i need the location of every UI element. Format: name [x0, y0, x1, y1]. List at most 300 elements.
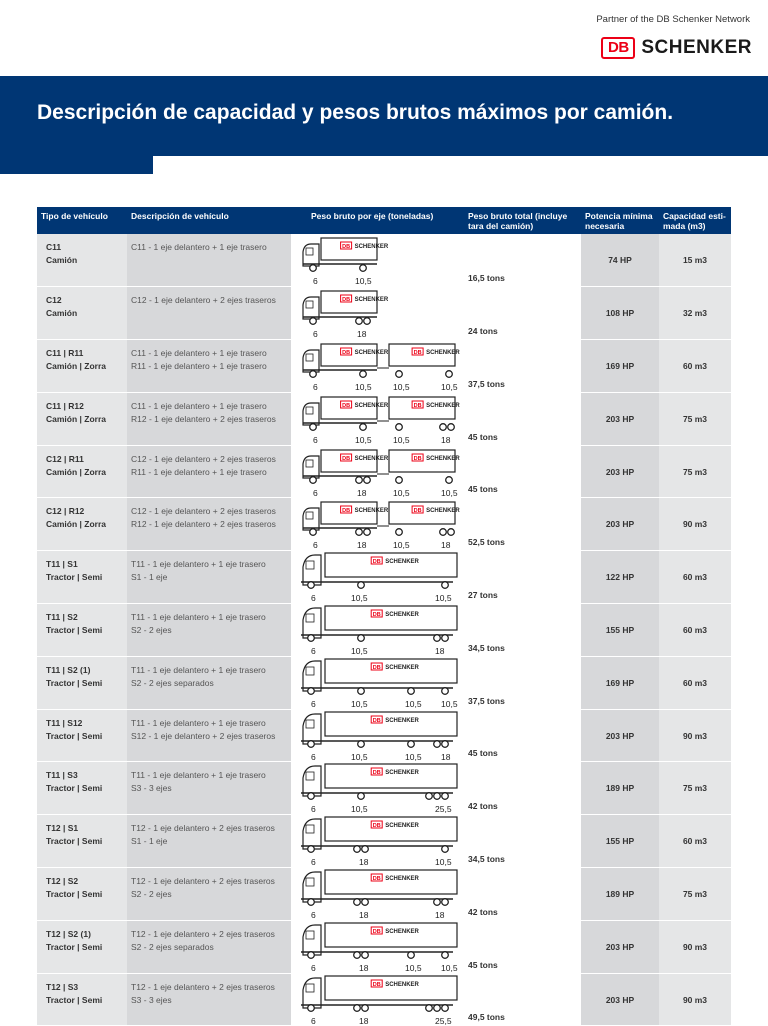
axle-weight-label: 18 — [441, 540, 451, 551]
vehicle-icon — [293, 764, 461, 804]
axle-weight-label: 18 — [441, 434, 451, 445]
axle-weight-label: 6 — [311, 1015, 316, 1026]
table-row — [37, 604, 731, 657]
axle-weight-label: 6 — [311, 910, 316, 921]
axle-weight-label: 10,5 — [435, 857, 452, 868]
gross-weight-cell: 24 tons — [464, 287, 581, 340]
tractor-cab-icon — [303, 925, 321, 955]
trailer-logo-text: SCHENKER — [385, 612, 419, 619]
vehicle-icon — [293, 870, 461, 910]
cargo-box — [325, 553, 457, 577]
capacity-cell: 15 m3 — [659, 234, 731, 287]
trailer-logo-db: DB — [413, 402, 422, 409]
col-peso-total: Peso bruto total (incluye tara del camión) — [464, 207, 581, 234]
vehicle-class: Tractor | Semi — [46, 889, 103, 900]
trailer-logo-db: DB — [413, 455, 422, 462]
trailer-logo-text: SCHENKER — [385, 981, 419, 988]
vehicle-type-cell — [37, 868, 127, 921]
description-line: S12 - 1 eje delantero + 2 ejes traseros — [131, 730, 276, 741]
axle-weight-cell — [291, 762, 464, 815]
axle-weight-label: 6 — [313, 329, 318, 340]
gross-weight-cell: 45 tons — [464, 392, 581, 445]
trailer-logo-text: SCHENKER — [354, 455, 389, 462]
tractor-cab-icon — [303, 714, 321, 744]
table-row — [37, 656, 731, 709]
cargo-box — [325, 712, 457, 736]
axle-weight-label: 10,5 — [441, 962, 458, 973]
trailer-logo-db: DB — [372, 664, 381, 671]
power-cell: 122 HP — [581, 551, 659, 604]
trailer-logo-text: SCHENKER — [385, 664, 419, 671]
vehicle-icon — [293, 448, 461, 488]
trailer-logo-text: SCHENKER — [354, 402, 389, 409]
vehicle-code: T11 | S2 — [46, 612, 78, 623]
axle-weight-label: 6 — [313, 276, 318, 286]
power-cell: 203 HP — [581, 392, 659, 445]
vehicle-icon — [293, 236, 461, 276]
vehicle-code: C12 | R12 — [46, 506, 85, 517]
power-cell: 169 HP — [581, 656, 659, 709]
power-cell: 189 HP — [581, 868, 659, 921]
description-line: T11 - 1 eje delantero + 1 eje trasero — [131, 559, 266, 570]
col-potencia: Potencia mínima necesaria — [581, 207, 659, 234]
axle-weight-label: 18 — [359, 962, 369, 973]
wheel-icon — [308, 846, 315, 853]
table-row — [37, 920, 731, 973]
description-line: T11 - 1 eje delantero + 1 eje trasero — [131, 717, 266, 728]
vehicle-icon — [293, 553, 461, 593]
axle-weight-cell — [291, 498, 464, 551]
wheel-icon — [446, 476, 453, 483]
vehicle-description-cell — [127, 868, 291, 921]
table-row — [37, 709, 731, 762]
vehicle-description-cell — [127, 920, 291, 973]
axle-weight-label: 18 — [359, 857, 369, 868]
vehicle-description-cell — [127, 709, 291, 762]
wheel-icon — [360, 265, 367, 272]
wheel-icon — [442, 688, 449, 695]
db-schenker-logo — [601, 35, 752, 61]
axle-weight-label: 10,5 — [355, 382, 372, 393]
capacity-cell: 75 m3 — [659, 762, 731, 815]
vehicle-class: Camión — [46, 308, 78, 319]
axle-weight-cell — [291, 340, 464, 393]
axle-weight-label: 18 — [441, 751, 451, 762]
wheel-icon — [442, 899, 449, 906]
vehicle-description-cell — [127, 762, 291, 815]
col-capacidad: Capacidad esti- mada (m3) — [659, 207, 731, 234]
axle-weight-label: 10,5 — [405, 962, 422, 973]
table-row — [37, 498, 731, 551]
capacity-cell: 90 m3 — [659, 709, 731, 762]
capacity-cell: 90 m3 — [659, 920, 731, 973]
wheel-icon — [308, 635, 315, 642]
cargo-box — [325, 923, 457, 947]
vehicle-class: Tractor | Semi — [46, 572, 103, 583]
wheel-icon — [354, 1004, 361, 1011]
cargo-box — [325, 659, 457, 683]
capacity-cell: 75 m3 — [659, 868, 731, 921]
axle-weight-label: 6 — [311, 751, 316, 762]
axle-weight-cell — [291, 656, 464, 709]
wheel-icon — [362, 899, 369, 906]
banner-tab — [0, 156, 153, 174]
vehicle-description-cell — [127, 656, 291, 709]
axle-weight-label: 10,5 — [393, 434, 410, 445]
wheel-icon — [434, 793, 441, 800]
trailer-logo-db: DB — [372, 823, 381, 830]
trailer-logo-text: SCHENKER — [385, 823, 419, 830]
vehicle-description-cell — [127, 340, 291, 393]
wheel-icon — [358, 793, 365, 800]
description-line: S1 - 1 eje — [131, 572, 168, 583]
axle-weight-cell — [291, 445, 464, 498]
axle-weight-label: 10,5 — [355, 434, 372, 445]
tractor-cab-icon — [303, 608, 321, 638]
trailer-logo-text: SCHENKER — [385, 717, 419, 724]
description-line: S2 - 2 ejes separados — [131, 941, 214, 952]
vehicle-code: T11 | S3 — [46, 770, 78, 781]
power-cell: 155 HP — [581, 815, 659, 868]
vehicle-description-cell — [127, 498, 291, 551]
table-row — [37, 551, 731, 604]
axle-weight-cell — [291, 815, 464, 868]
wheel-icon — [362, 952, 369, 959]
wheel-icon — [434, 899, 441, 906]
wheel-icon — [308, 688, 315, 695]
axle-weight-label: 10,5 — [355, 276, 372, 286]
trailer-logo-text: SCHENKER — [354, 350, 389, 357]
page-title: Descripción de capacidad y pesos brutos máximos por camión. — [37, 101, 674, 124]
description-line: R12 - 1 eje delantero + 2 ejes traseros — [131, 519, 276, 530]
wheel-icon — [308, 1004, 315, 1011]
vehicle-code: T11 | S2 (1) — [46, 664, 91, 675]
trailer-logo-db: DB — [372, 770, 381, 777]
wheel-icon — [308, 582, 315, 589]
vehicle-diagram — [293, 923, 461, 973]
vehicle-class: Tractor | Semi — [46, 941, 103, 952]
wheel-icon — [308, 952, 315, 959]
vehicle-icon — [293, 289, 461, 329]
vehicle-code: T11 | S12 — [46, 717, 83, 728]
trailer-logo-db: DB — [342, 508, 351, 515]
power-cell: 189 HP — [581, 762, 659, 815]
axle-weight-label: 10,5 — [441, 698, 458, 709]
wheel-icon — [446, 371, 453, 378]
wheel-icon — [364, 318, 371, 325]
vehicle-code: T11 | S1 — [46, 559, 78, 570]
trailer-logo-db: DB — [413, 508, 422, 515]
description-line: T12 - 1 eje delantero + 2 ejes traseros — [131, 981, 275, 992]
description-line: C11 - 1 eje delantero + 1 eje trasero — [131, 400, 267, 411]
trailer-logo-text: SCHENKER — [354, 297, 389, 304]
description-line: C12 - 1 eje delantero + 2 ejes traseros — [131, 453, 276, 464]
vehicle-diagram — [293, 395, 461, 445]
vehicle-diagram — [293, 817, 461, 868]
wheel-icon — [356, 318, 363, 325]
vehicle-type-cell — [37, 656, 127, 709]
vehicle-class: Tractor | Semi — [46, 783, 103, 794]
tractor-cab-icon — [303, 978, 321, 1008]
capacity-cell: 60 m3 — [659, 815, 731, 868]
power-cell: 108 HP — [581, 287, 659, 340]
vehicle-diagram — [293, 976, 461, 1026]
capacity-cell: 60 m3 — [659, 656, 731, 709]
vehicle-class: Tractor | Semi — [46, 730, 103, 741]
vehicle-description-cell — [127, 287, 291, 340]
description-line: T12 - 1 eje delantero + 2 ejes traseros — [131, 928, 275, 939]
axle-weight-label: 10,5 — [351, 804, 368, 815]
axle-weight-label: 6 — [313, 487, 318, 498]
trailer-logo-text: SCHENKER — [426, 402, 460, 409]
description-line: S2 - 2 ejes — [131, 889, 172, 900]
vehicle-description-cell — [127, 604, 291, 657]
description-line: S3 - 3 ejes — [131, 783, 172, 794]
table-row — [37, 868, 731, 921]
capacity-cell: 75 m3 — [659, 392, 731, 445]
vehicle-type-cell — [37, 445, 127, 498]
vehicle-class: Camión | Zorra — [46, 413, 106, 424]
trailer-logo-text: SCHENKER — [354, 508, 389, 515]
vehicle-description-cell — [127, 445, 291, 498]
tractor-cab-icon — [303, 661, 321, 691]
trailer-logo-db: DB — [372, 717, 381, 724]
power-cell: 74 HP — [581, 234, 659, 287]
trailer-logo-text: SCHENKER — [385, 928, 419, 935]
vehicle-icon — [293, 342, 461, 382]
axle-weight-label: 25,5 — [435, 804, 452, 815]
trailer-logo-text: SCHENKER — [385, 876, 419, 883]
axle-weight-label: 10,5 — [393, 487, 410, 498]
vehicle-class: Tractor | Semi — [46, 836, 103, 847]
wheel-icon — [448, 529, 455, 536]
axle-weight-cell — [291, 551, 464, 604]
cargo-box — [325, 606, 457, 630]
wheel-icon — [354, 846, 361, 853]
axle-weight-label: 10,5 — [351, 751, 368, 762]
vehicle-diagram — [293, 236, 461, 286]
vehicle-description-cell — [127, 392, 291, 445]
trailer-logo-db: DB — [342, 243, 351, 250]
trailer-logo-db: DB — [342, 455, 351, 462]
axle-weight-label: 10,5 — [351, 593, 368, 604]
wheel-icon — [442, 635, 449, 642]
trailer-logo-text: SCHENKER — [426, 350, 460, 357]
gross-weight-cell: 52,5 tons — [464, 498, 581, 551]
gross-weight-cell: 45 tons — [464, 709, 581, 762]
trailer-logo-db: DB — [342, 349, 351, 356]
vehicle-description-cell — [127, 234, 291, 287]
partner-note: Partner of the DB Schenker Network — [596, 14, 750, 25]
trailer-logo-text: SCHENKER — [426, 508, 460, 515]
capacity-cell: 32 m3 — [659, 287, 731, 340]
gross-weight-cell: 42 tons — [464, 868, 581, 921]
vehicle-type-cell — [37, 973, 127, 1026]
vehicle-code: T12 | S1 — [46, 823, 79, 834]
vehicle-diagram — [293, 342, 461, 393]
power-cell: 203 HP — [581, 920, 659, 973]
gross-weight-cell: 49,5 tons — [464, 973, 581, 1026]
axle-weight-label: 18 — [359, 1015, 369, 1026]
axle-weight-label: 10,5 — [435, 593, 452, 604]
axle-weight-label: 25,5 — [435, 1015, 452, 1026]
axle-weight-label: 18 — [435, 910, 445, 921]
wheel-icon — [440, 424, 447, 431]
trailer-logo-db: DB — [372, 559, 381, 566]
table-row — [37, 340, 731, 393]
col-peso-eje: Peso bruto por eje (toneladas) — [291, 207, 464, 234]
wheel-icon — [442, 582, 449, 589]
vehicle-icon — [293, 976, 461, 1016]
axle-weight-label: 18 — [359, 910, 369, 921]
wheel-icon — [358, 740, 365, 747]
axle-weight-label: 18 — [357, 329, 367, 340]
description-line: C11 - 1 eje delantero + 1 eje trasero — [131, 348, 267, 359]
vehicle-type-cell — [37, 392, 127, 445]
vehicle-icon — [293, 606, 461, 646]
vehicle-diagram — [293, 712, 461, 762]
description-line: R12 - 1 eje delantero + 2 ejes traseros — [131, 413, 276, 424]
capacity-cell: 60 m3 — [659, 340, 731, 393]
wheel-icon — [426, 1004, 433, 1011]
axle-weight-cell — [291, 392, 464, 445]
wheel-icon — [310, 371, 317, 378]
trailer-logo-db: DB — [413, 349, 422, 356]
capacity-cell: 60 m3 — [659, 551, 731, 604]
capacity-cell: 90 m3 — [659, 973, 731, 1026]
axle-weight-label: 6 — [313, 382, 318, 393]
description-line: S2 - 2 ejes — [131, 625, 172, 636]
cargo-box — [325, 976, 457, 1000]
vehicle-diagram — [293, 289, 461, 340]
table-row — [37, 234, 731, 287]
schenker-logo-word: SCHENKER — [641, 37, 752, 58]
vehicle-diagram — [293, 448, 461, 498]
axle-weight-label: 6 — [311, 857, 316, 868]
vehicle-diagram — [293, 500, 461, 551]
vehicle-type-cell — [37, 762, 127, 815]
vehicle-code: C12 — [46, 295, 62, 306]
axle-weight-label: 18 — [357, 540, 367, 551]
wheel-icon — [310, 529, 317, 536]
vehicle-code: T12 | S2 (1) — [46, 928, 91, 939]
trailer-logo-text: SCHENKER — [354, 244, 389, 250]
tractor-cab-icon — [303, 819, 321, 849]
table-row — [37, 392, 731, 445]
cargo-box — [325, 870, 457, 894]
wheel-icon — [356, 476, 363, 483]
vehicle-icon — [293, 500, 461, 540]
axle-weight-label: 6 — [311, 698, 316, 709]
trailer-logo-db: DB — [342, 402, 351, 409]
wheel-icon — [442, 952, 449, 959]
vehicle-icon — [293, 817, 461, 857]
description-line: T12 - 1 eje delantero + 2 ejes traseros — [131, 823, 275, 834]
axle-weight-cell — [291, 287, 464, 340]
tractor-cab-icon — [303, 766, 321, 796]
wheel-icon — [442, 1004, 449, 1011]
vehicle-type-cell — [37, 551, 127, 604]
table-row — [37, 445, 731, 498]
axle-weight-label: 10,5 — [405, 751, 422, 762]
axle-weight-label: 10,5 — [393, 382, 410, 393]
description-line: S1 - 1 eje — [131, 836, 168, 847]
axle-weight-label: 10,5 — [351, 646, 368, 657]
vehicle-class: Camión | Zorra — [46, 466, 106, 477]
trailer-logo-text: SCHENKER — [385, 770, 419, 777]
trailer-logo-db: DB — [342, 297, 351, 304]
trailer-logo-db: DB — [372, 875, 381, 882]
axle-weight-label: 10,5 — [351, 698, 368, 709]
vehicle-diagram — [293, 870, 461, 921]
vehicle-type-cell — [37, 234, 127, 287]
vehicle-code: T12 | S2 — [46, 876, 79, 887]
description-line: T11 - 1 eje delantero + 1 eje trasero — [131, 770, 266, 781]
wheel-icon — [396, 476, 403, 483]
vehicle-type-cell — [37, 340, 127, 393]
cargo-box — [325, 817, 457, 841]
table-header — [37, 207, 731, 234]
gross-weight-cell: 42 tons — [464, 762, 581, 815]
axle-weight-cell — [291, 920, 464, 973]
vehicle-description-cell — [127, 815, 291, 868]
wheel-icon — [448, 424, 455, 431]
wheel-icon — [354, 899, 361, 906]
trailer-logo-db: DB — [372, 928, 381, 935]
description-line: T12 - 1 eje delantero + 2 ejes traseros — [131, 876, 275, 887]
description-line: R11 - 1 eje delantero + 1 eje trasero — [131, 361, 267, 372]
vehicle-class: Camión — [46, 255, 78, 265]
axle-weight-label: 10,5 — [393, 540, 410, 551]
gross-weight-cell: 34,5 tons — [464, 815, 581, 868]
wheel-icon — [426, 793, 433, 800]
vehicle-class: Tractor | Semi — [46, 994, 103, 1005]
description-line: S3 - 3 ejes — [131, 994, 172, 1005]
vehicle-diagram — [293, 606, 461, 657]
wheel-icon — [442, 846, 449, 853]
wheel-icon — [308, 793, 315, 800]
vehicle-code: C11 — [46, 242, 62, 252]
axle-weight-label: 10,5 — [405, 698, 422, 709]
table-row — [37, 973, 731, 1026]
wheel-icon — [364, 529, 371, 536]
wheel-icon — [408, 952, 415, 959]
table-row — [37, 815, 731, 868]
gross-weight-cell: 34,5 tons — [464, 604, 581, 657]
wheel-icon — [364, 476, 371, 483]
vehicle-type-cell — [37, 498, 127, 551]
col-tipo: Tipo de vehículo — [37, 207, 127, 234]
vehicle-code: C11 | R12 — [46, 400, 84, 411]
description-line: C11 - 1 eje delantero + 1 eje trasero — [131, 242, 267, 252]
vehicle-class: Camión | Zorra — [46, 519, 106, 530]
vehicle-code: C11 | R11 — [46, 348, 84, 359]
axle-weight-cell — [291, 604, 464, 657]
vehicle-icon — [293, 395, 461, 435]
tractor-cab-icon — [303, 872, 321, 902]
power-cell: 203 HP — [581, 445, 659, 498]
vehicle-type-cell — [37, 815, 127, 868]
vehicle-class: Tractor | Semi — [46, 677, 103, 688]
cargo-box — [325, 764, 457, 788]
axle-weight-label: 6 — [311, 593, 316, 604]
trailer-logo-text: SCHENKER — [385, 559, 419, 566]
capacity-cell: 75 m3 — [659, 445, 731, 498]
wheel-icon — [396, 424, 403, 431]
wheel-icon — [310, 318, 317, 325]
wheel-icon — [310, 424, 317, 431]
wheel-icon — [358, 635, 365, 642]
